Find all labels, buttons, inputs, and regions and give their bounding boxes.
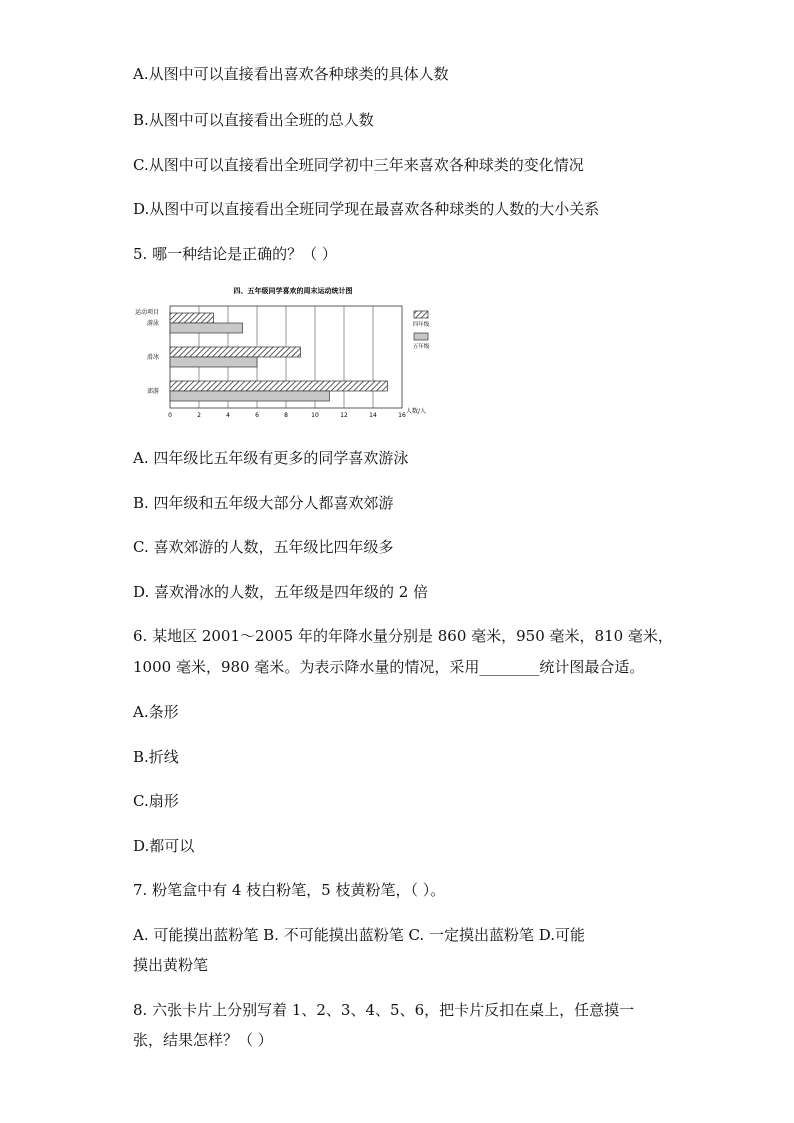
q6-option-d: D.都可以 bbox=[133, 837, 195, 855]
x-tick-label: 4 bbox=[226, 412, 230, 419]
legend-label: 四年级 bbox=[412, 322, 430, 328]
bar-grade4 bbox=[170, 381, 388, 391]
q7-stem: 7. 粉笔盒中有 4 枝白粉笔，5 枝黄粉笔，（ ）。 bbox=[133, 881, 446, 899]
q5-option-d: D. 喜欢滑冰的人数，五年级是四年级的 2 倍 bbox=[133, 583, 429, 601]
category-label: 游泳 bbox=[146, 320, 160, 327]
chart-title: 四、五年级同学喜欢的周末运动统计图 bbox=[233, 287, 353, 295]
weekend-sports-bar-chart bbox=[133, 283, 443, 433]
bar-grade4 bbox=[170, 313, 214, 323]
chart-ylabel: 运动项目 bbox=[135, 309, 160, 316]
legend-label: 五年级 bbox=[412, 344, 430, 350]
q4-option-c: C.从图中可以直接看出全班同学初中三年来喜欢各种球类的变化情况 bbox=[133, 156, 584, 174]
q6-option-b: B.折线 bbox=[133, 748, 179, 766]
q4-option-a: A.从图中可以直接看出喜欢各种球类的具体人数 bbox=[133, 65, 449, 83]
bar-grade5 bbox=[170, 323, 243, 333]
bar-grade5 bbox=[170, 357, 257, 367]
x-tick-label: 2 bbox=[197, 412, 201, 419]
q6-stem-line2: 1000 毫米，980 毫米。为表示降水量的情况，采用________统计图最合适。 bbox=[133, 658, 645, 676]
chart-svg bbox=[133, 283, 443, 433]
q4-option-d: D.从图中可以直接看出全班同学现在最喜欢各种球类的人数的大小关系 bbox=[133, 200, 600, 218]
bar-grade4 bbox=[170, 347, 301, 357]
x-tick-label: 10 bbox=[311, 412, 319, 419]
q5-stem: 5. 哪一种结论是正确的？（ ） bbox=[133, 245, 337, 263]
q6-stem-line1: 6. 某地区 2001～2005 年的年降水量分别是 860 毫米，950 毫米，810 毫米， bbox=[133, 627, 673, 645]
x-tick-label: 16 bbox=[398, 412, 406, 419]
q7-options-line1: A. 可能摸出蓝粉笔 B. 不可能摸出蓝粉笔 C. 一定摸出蓝粉笔 D.可能 bbox=[133, 926, 585, 944]
x-tick-label: 14 bbox=[369, 412, 377, 419]
chart-xlabel: 人数/人 bbox=[406, 408, 427, 415]
q5-option-b: B. 四年级和五年级大部分人都喜欢郊游 bbox=[133, 494, 394, 512]
x-tick-label: 8 bbox=[284, 412, 288, 419]
q6-option-a: A.条形 bbox=[133, 703, 179, 721]
x-tick-label: 6 bbox=[255, 412, 259, 419]
category-label: 郊游 bbox=[146, 388, 160, 395]
q8-stem-line2: 张，结果怎样？（ ） bbox=[133, 1031, 273, 1049]
x-tick-label: 0 bbox=[168, 412, 172, 419]
bar-grade5 bbox=[170, 391, 330, 401]
x-tick-label: 12 bbox=[340, 412, 348, 419]
category-label: 滑冰 bbox=[146, 354, 160, 361]
q6-option-c: C.扇形 bbox=[133, 792, 179, 810]
q7-options-line2: 摸出黄粉笔 bbox=[133, 956, 209, 974]
legend-swatch bbox=[414, 333, 428, 340]
q8-stem-line1: 8. 六张卡片上分别写着 1、2、3、4、5、6，把卡片反扣在桌上，任意摸一 bbox=[133, 1001, 635, 1019]
q5-option-c: C. 喜欢郊游的人数，五年级比四年级多 bbox=[133, 538, 394, 556]
q4-option-b: B.从图中可以直接看出全班的总人数 bbox=[133, 111, 374, 129]
legend-swatch bbox=[414, 311, 428, 318]
q5-option-a: A. 四年级比五年级有更多的同学喜欢游泳 bbox=[133, 449, 409, 467]
